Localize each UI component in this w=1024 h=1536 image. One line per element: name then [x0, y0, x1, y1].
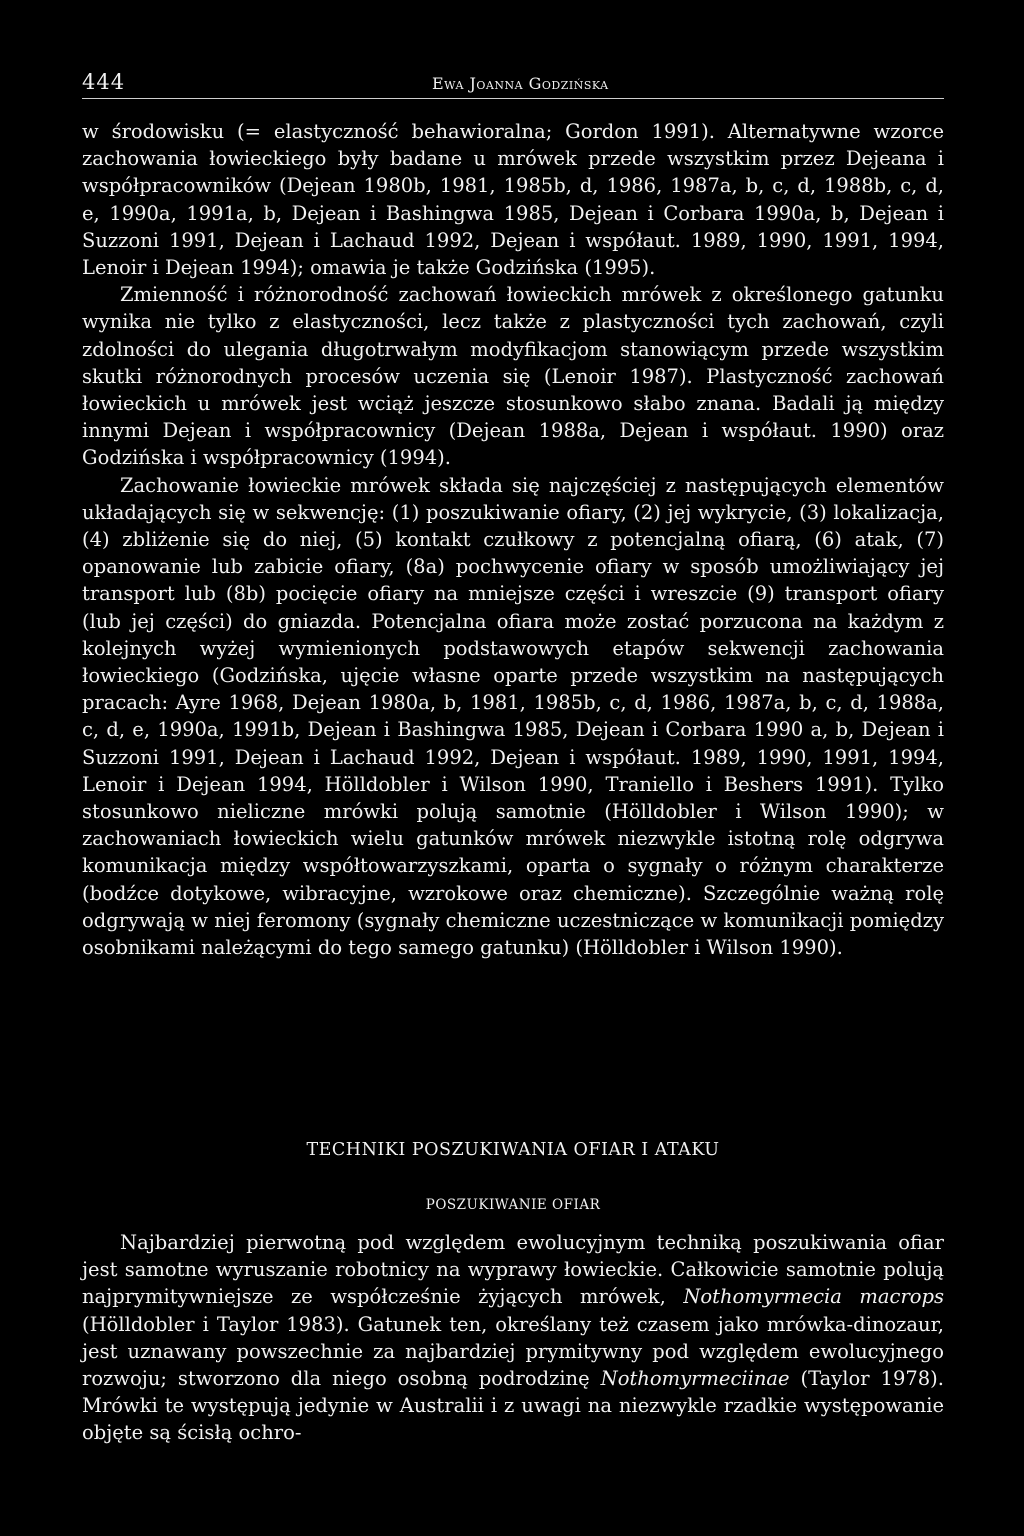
page-header: [82, 70, 944, 99]
section-heading: TECHNIKI POSZUKIWANIA OFIAR I ATAKU: [306, 1140, 720, 1160]
running-head: Ewa Joanna Godzińska: [432, 74, 609, 93]
paragraph-2: Zmienność i różnorodność zachowań łowieckich mrówek z określonego gatunku wynika nie tylko z elastyczności, lecz także z plastyczności tych zachowań, czyli zdolności do ulegania długotrwałym modyfikacjom stanowiącym przede wszystkim skutki różnorodnych procesów uczenia się (Lenoir 1987). Plastyczność zachowań łowieckich u mrówek jest wciąż jeszcze stosunkowo słabo znana. Badali ją między innymi Dejean i współpracownicy (Dejean 1988a, Dejean i współaut. 1990) oraz Godzińska i współpracownicy (1994).: [82, 283, 944, 470]
paragraph-4-part-1: Najbardziej pierwotną pod względem ewolucyjnym techniką poszukiwania ofiar jest samotne wyruszanie robotnicy na wyprawy łowieckie. Całkowicie samotnie polują najprymitywniejsze ze współcześnie żyjących mrówek,: [82, 1231, 944, 1309]
body-text-section: [82, 1229, 944, 1447]
species-name: Nothomyrmecia macrops: [683, 1285, 944, 1309]
paragraph-4-part-3: (Taylor 1978). Mrówki te występują jedynie w Australii i z uwagi na niezwykle rzadkie występowanie objęte są ścisłą ochro-: [82, 1367, 944, 1445]
paragraph-3: Zachowanie łowieckie mrówek składa się najczęściej z następujących elementów układających się w sekwencję: (1) poszukiwanie ofiary, (2) jej wykrycie, (3) lokalizacja, (4) zbliżenie się do niej, (5) kontakt czułkowy z potencjalną ofiarą, (6) atak, (7) opanowanie lub zabicie ofiary, (8a) pochwycenie ofiary w sposób umożliwiający jej transport lub (8b) pocięcie ofiary na mniejsze części i wreszcie (9) transport ofiary (lub jej części) do gniazda. Potencjalna ofiara może zostać porzucona na każdym z kolejnych wyżej wymienionych podstawowych etapów sekwencji zachowania łowieckiego (Godzińska, ujęcie własne oparte przede wszystkim na następujących pracach: Ayre 1968, Dejean 1980a, b, 1981, 1985b, c, d, 1986, 1987a, b, c, d, 1988a, c, d, e, 1990a, 1991b, Dejean i Bashingwa 1985, Dejean i Corbara 1990 a, b, Dejean i Suzzoni 1991, Dejean i Lachaud 1992, Dejean i współaut. 1989, 1990, 1991, 1994, Lenoir i Dejean 1994, Hölldobler i Wilson 1990, Traniello i Beshers 1991). Tylko stosunkowo nieliczne mrówki polują samotnie (Hölldobler i Wilson 1990); w zachowaniach łowieckich wielu gatunków mrówek niezwykle istotną rolę odgrywa komunikacja między współtowarzyszkami, oparta o sygnały o różnym charakterze (bodźce dotykowe, wibracyjne, wzrokowe oraz chemiczne). Szczególnie ważną rolę odgrywają w niej feromony (sygnały chemiczne uczestniczące w komunikacji pomiędzy osobnikami należącymi do tego samego gatunku) (Hölldobler i Wilson 1990).: [82, 473, 944, 960]
paragraph-1: w środowisku (= elastyczność behawioralna; Gordon 1991). Alternatywne wzorce zachowania łowieckiego były badane u mrówek przede wszystkim przez Dejeana i współpracowników (Dejean 1980b, 1981, 1985b, d, 1986, 1987a, b, c, d, 1988b, c, d, e, 1990a, 1991a, b, Dejean i Bashingwa 1985, Dejean i Corbara 1990a, b, Dejean i Suzzoni 1991, Dejean i Lachaud 1992, Dejean i współaut. 1989, 1990, 1991, 1994, Lenoir i Dejean 1994); omawia je także Godzińska (1995).: [82, 120, 944, 280]
paragraph-4-part-2: (Hölldobler i Taylor 1983). Gatunek ten, określany też czasem jako mrówka-dinozaur, jest uznawany powszechnie za najbardziej prymitywny pod względem ewolucyjnego rozwoju; stworzono dla niego osobną podrodzinę: [82, 1312, 944, 1391]
paragraph-4: [82, 1229, 944, 1447]
page-number: 444: [82, 70, 126, 94]
subsection-heading: POSZUKIWANIE OFIAR: [425, 1197, 601, 1213]
body-text: [82, 118, 944, 961]
subfamily-name: Nothomyrmeciinae: [600, 1367, 790, 1391]
